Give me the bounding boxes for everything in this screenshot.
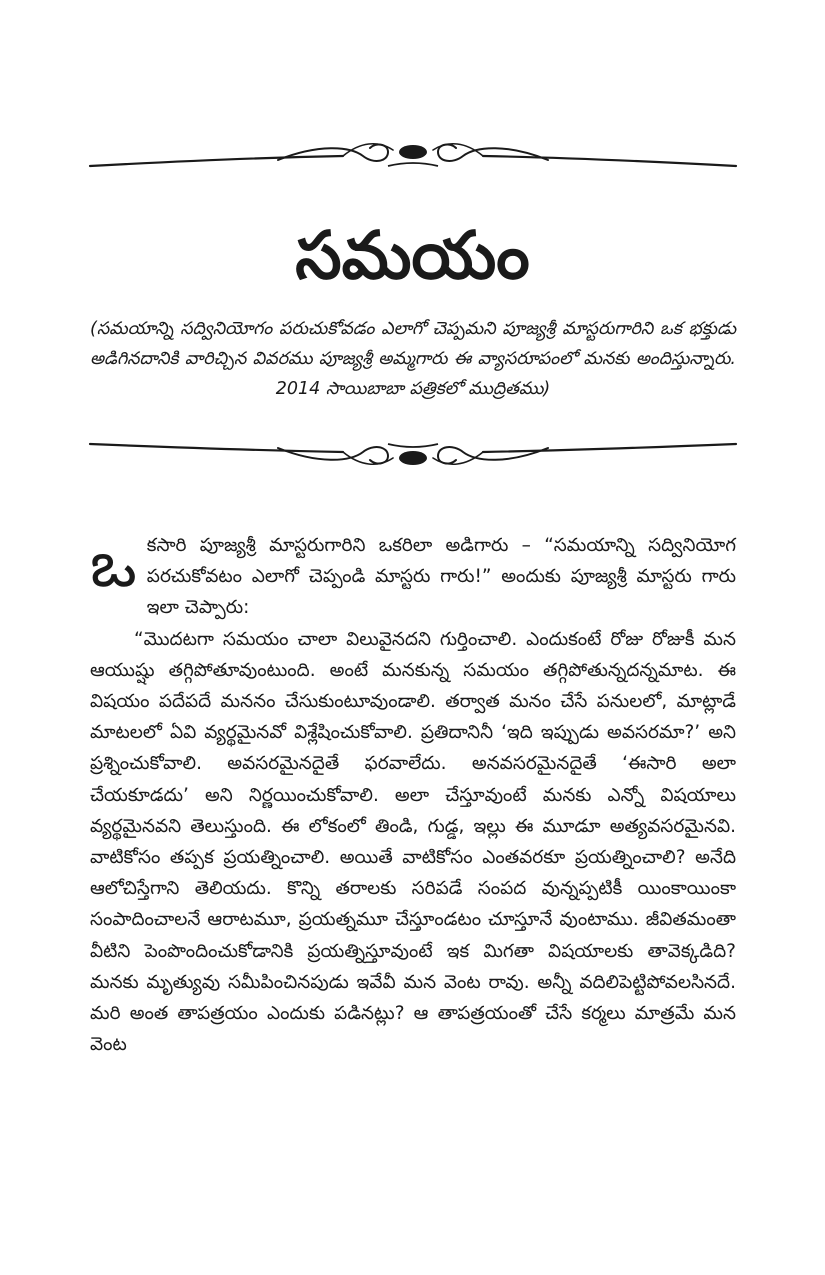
ornament-divider-bottom xyxy=(88,436,738,472)
article-subtitle: (సమయాన్ని సద్వినియోగం పరుచుకోవడం ఎలాగో చెప్పమని పూజ్యశ్రీ మాస్టరుగారిని ఒక భక్తుడు అడిగినదానికి వారిచ్చిన వివరము పూజ్యశ్రీ అమ్మగారు ఈ వ్యాసరూపంలో మనకు అందిస్తున్నారు. 2014 సాయిబాబా పత్రికలో ముద్రితము) xyxy=(90,319,736,399)
intro-text: కసారి పూజ్యశ్రీ మాస్టరుగారిని ఒకరిలా అడిగారు – “సమయాన్ని సద్వినియోగ పరచుకోవటం ఎలాగో చెప్పండి మాస్టరు గారు!” అందుకు పూజ్యశ్రీ మాస్టరు గారు ఇలా చెప్పారు: xyxy=(146,535,736,619)
main-paragraph: “మొదటగా సమయం చాలా విలువైనదని గుర్తించాలి. ఎందుకంటే రోజు రోజుకీ మన ఆయుష్షు తగ్గిపోతూవుంటుంది. అంటే మనకున్న సమయం తగ్గిపోతున్నదన్నమాట. ఈ విషయం పదేపదే మననం చేసుకుంటూవుండాలి. తర్వాత మనం చేసే పనులలో, మాట్లాడే మాటలలో ఏవి వ్యర్థమైనవో విశ్లేషించుకోవాలి. ప్రతిదానినీ ‘ఇది ఇప్పుడు అవసరమా?’ అని ప్రశ్నించుకోవాలి. అవసరమైనదైతే ఫరవాలేదు. అనవసరమైనదైతే ‘ఈసారి అలా చేయకూడదు’ అని నిర్ణయించుకోవాలి. అలా చేస్తూవుంటే మనకు ఎన్నో విషయాలు వ్యర్థమైనవని తెలుస్తుంది. ఈ లోకంలో తిండి, గుడ్డ, ఇల్లు ఈ మూడూ అత్యవసరమైనవి. వాటికోసం తప్పక ప్రయత్నించాలి. అయితే వాటికోసం ఎంతవరకూ ప్రయత్నించాలి? అనేది ఆలోచిస్తేగాని తెలియదు. కొన్ని తరాలకు సరిపడే సంపద వున్నప్పటికీ యింకాయింకా సంపాదించాలనే ఆరాటమూ, ప్రయత్నమూ చేస్తూండటం చూస్తూనే వుంటాము. జీవితమంతా వీటిని పెంపొందించుకోడానికి ప్రయత్నిస్తూవుంటే ఇక మిగతా విషయాలకు తావెక్కడిది? మనకు మృత్యువు సమీపించినపుడు ఇవేవీ మన వెంట రావు. అన్నీ వదిలిపెట్టిపోవలసినదే. మరి అంత తాపత్రయం ఎందుకు పడినట్లు? ఆ తాపత్రయంతో చేసే కర్మలు మాత్రమే మన వెంట xyxy=(90,628,736,1056)
page-title: సమయం xyxy=(295,217,530,294)
article-body xyxy=(90,530,736,1060)
ornament-divider-top xyxy=(88,136,738,172)
intro-paragraph xyxy=(90,530,736,624)
drop-cap: ఒ xyxy=(90,528,137,602)
